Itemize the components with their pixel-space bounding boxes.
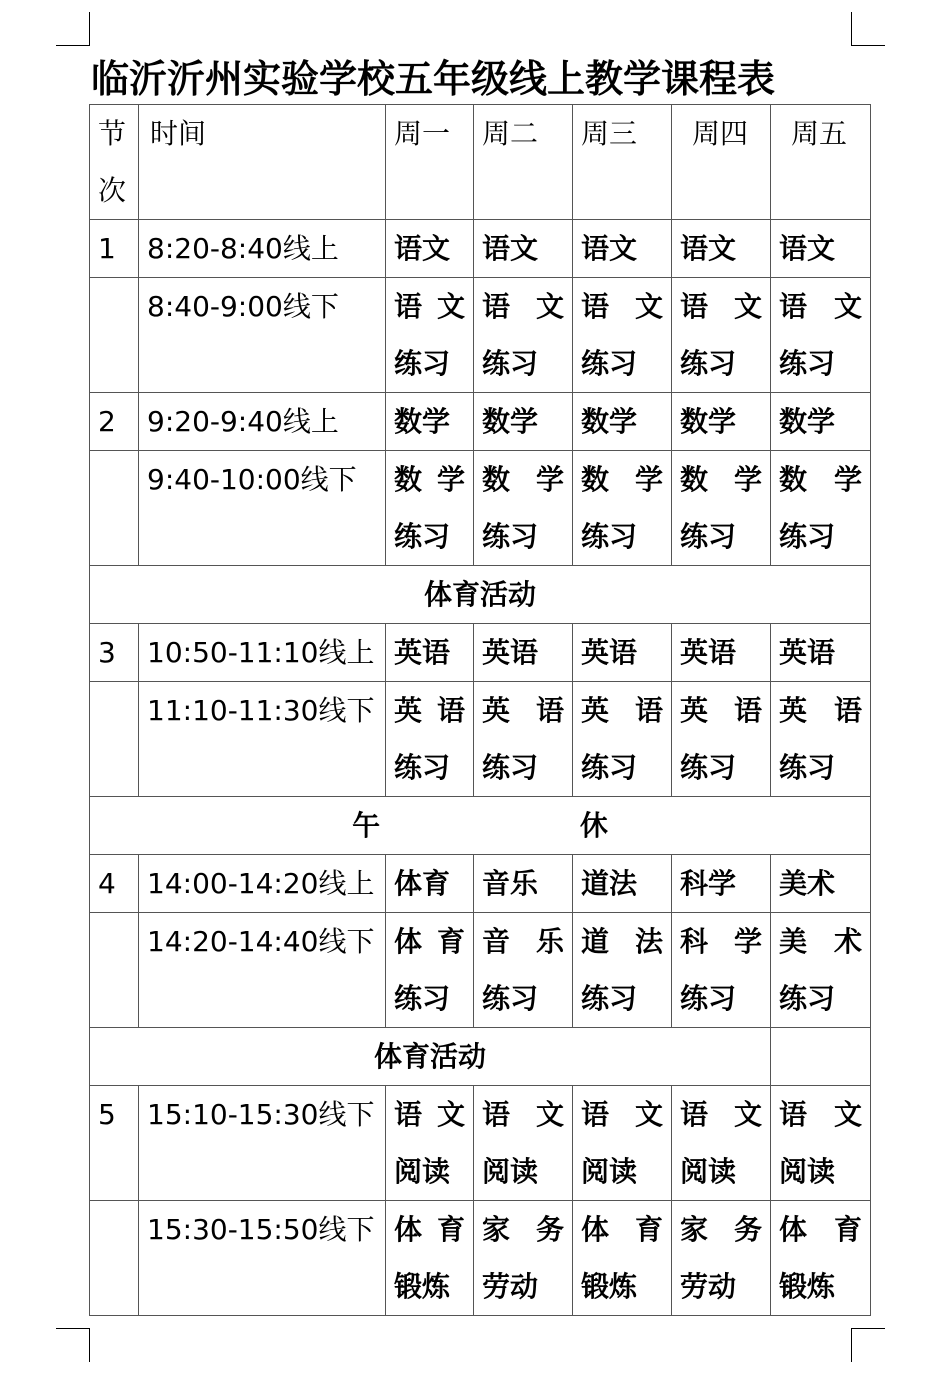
subject-activity: 练习 bbox=[482, 982, 539, 1015]
band-row bbox=[90, 797, 871, 855]
subject-cell-thu: 英语 bbox=[672, 624, 771, 682]
subject-cell-fri: 语文 bbox=[771, 220, 871, 278]
subject-cell-fri bbox=[771, 1086, 871, 1201]
subject-cell-tue bbox=[474, 278, 573, 393]
subject-cell-tue: 音乐 bbox=[474, 855, 573, 913]
time-slot: 15:10-15:30线下 bbox=[139, 1086, 386, 1201]
subject-cell-wed: 数学 bbox=[573, 393, 672, 451]
subject-cell-tue bbox=[474, 1086, 573, 1201]
band-label: 体育活动 bbox=[90, 566, 871, 624]
period-number: 4 bbox=[90, 855, 139, 913]
time-slot: 14:00-14:20线上 bbox=[139, 855, 386, 913]
subject-cell-mon: 语文 bbox=[386, 220, 474, 278]
time-slot: 8:40-9:00线下 bbox=[139, 278, 386, 393]
subject-name: 语 文 bbox=[581, 1098, 663, 1131]
subject-activity: 练习 bbox=[394, 751, 451, 784]
subject-name: 语 文 bbox=[394, 1098, 465, 1131]
subject-activity: 阅读 bbox=[482, 1155, 539, 1188]
subject-activity: 练习 bbox=[779, 751, 836, 784]
band-label: 午 休 bbox=[90, 797, 871, 855]
subject-activity: 锻炼 bbox=[581, 1270, 638, 1303]
table-row bbox=[90, 682, 871, 797]
empty-cell bbox=[771, 1028, 871, 1086]
schedule-table bbox=[89, 104, 871, 1316]
time-slot: 15:30-15:50线下 bbox=[139, 1201, 386, 1316]
subject-cell-thu: 数学 bbox=[672, 393, 771, 451]
day-header-fri: 周五 bbox=[771, 105, 871, 220]
subject-cell-wed bbox=[573, 1086, 672, 1201]
subject-cell-fri bbox=[771, 1201, 871, 1316]
subject-name: 语 文 bbox=[482, 290, 564, 323]
subject-cell-wed: 道法 bbox=[573, 855, 672, 913]
subject-cell-tue: 数学 bbox=[474, 393, 573, 451]
crop-mark-top-right-h bbox=[851, 45, 885, 46]
subject-cell-wed bbox=[573, 913, 672, 1028]
subject-activity: 锻炼 bbox=[394, 1270, 451, 1303]
period-number bbox=[90, 913, 139, 1028]
crop-mark-bottom-left-h bbox=[56, 1328, 90, 1329]
subject-name: 数 学 bbox=[394, 463, 465, 496]
subject-name: 体 育 bbox=[581, 1213, 663, 1246]
subject-name: 体 育 bbox=[394, 1213, 465, 1246]
subject-cell-mon bbox=[386, 278, 474, 393]
subject-cell-tue bbox=[474, 1201, 573, 1316]
time-slot: 14:20-14:40线下 bbox=[139, 913, 386, 1028]
subject-cell-thu bbox=[672, 913, 771, 1028]
subject-name: 英 语 bbox=[779, 694, 862, 727]
period-number: 2 bbox=[90, 393, 139, 451]
subject-name: 语 文 bbox=[680, 290, 762, 323]
subject-cell-mon bbox=[386, 1086, 474, 1201]
table-row bbox=[90, 913, 871, 1028]
header-row bbox=[90, 105, 871, 220]
subject-activity: 锻炼 bbox=[779, 1270, 836, 1303]
time-slot: 10:50-11:10线上 bbox=[139, 624, 386, 682]
subject-cell-tue: 英语 bbox=[474, 624, 573, 682]
subject-name: 数 学 bbox=[680, 463, 762, 496]
subject-cell-wed: 英语 bbox=[573, 624, 672, 682]
subject-cell-mon: 数学 bbox=[386, 393, 474, 451]
subject-cell-fri: 英语 bbox=[771, 624, 871, 682]
subject-activity: 练习 bbox=[482, 347, 539, 380]
table-row bbox=[90, 1201, 871, 1316]
subject-cell-fri: 数学 bbox=[771, 393, 871, 451]
subject-activity: 练习 bbox=[779, 982, 836, 1015]
subject-activity: 阅读 bbox=[581, 1155, 638, 1188]
period-number bbox=[90, 1201, 139, 1316]
table-row bbox=[90, 393, 871, 451]
period-number: 5 bbox=[90, 1086, 139, 1201]
subject-cell-wed: 语文 bbox=[573, 220, 672, 278]
period-number: 1 bbox=[90, 220, 139, 278]
period-number bbox=[90, 682, 139, 797]
subject-activity: 练习 bbox=[581, 982, 638, 1015]
table-row bbox=[90, 1086, 871, 1201]
time-slot: 8:20-8:40线上 bbox=[139, 220, 386, 278]
subject-activity: 练习 bbox=[680, 751, 737, 784]
subject-name: 美 术 bbox=[779, 925, 862, 958]
subject-name: 语 文 bbox=[779, 1098, 862, 1131]
subject-activity: 练习 bbox=[482, 520, 539, 553]
period-number: 3 bbox=[90, 624, 139, 682]
subject-cell-thu bbox=[672, 278, 771, 393]
page-title: 临沂沂州实验学校五年级线上教学课程表 bbox=[91, 57, 776, 101]
subject-cell-thu bbox=[672, 1201, 771, 1316]
subject-cell-mon: 英语 bbox=[386, 624, 474, 682]
subject-cell-wed bbox=[573, 1201, 672, 1316]
subject-activity: 练习 bbox=[779, 520, 836, 553]
subject-activity: 练习 bbox=[394, 982, 451, 1015]
period-header-line2: 次 bbox=[98, 174, 127, 207]
band-label: 体育活动 bbox=[90, 1028, 771, 1086]
subject-name: 数 学 bbox=[779, 463, 862, 496]
subject-cell-fri bbox=[771, 451, 871, 566]
subject-name: 道 法 bbox=[581, 925, 663, 958]
subject-name: 家 务 bbox=[482, 1213, 564, 1246]
subject-name: 数 学 bbox=[581, 463, 663, 496]
time-slot: 9:20-9:40线上 bbox=[139, 393, 386, 451]
subject-cell-fri bbox=[771, 278, 871, 393]
subject-activity: 练习 bbox=[779, 347, 836, 380]
subject-cell-mon: 体育 bbox=[386, 855, 474, 913]
subject-cell-mon bbox=[386, 682, 474, 797]
subject-name: 英 语 bbox=[482, 694, 564, 727]
subject-activity: 练习 bbox=[680, 982, 737, 1015]
subject-name: 语 文 bbox=[482, 1098, 564, 1131]
subject-activity: 练习 bbox=[680, 347, 737, 380]
subject-cell-mon bbox=[386, 451, 474, 566]
subject-activity: 练习 bbox=[680, 520, 737, 553]
subject-name: 语 文 bbox=[779, 290, 862, 323]
crop-mark-top-left-v bbox=[89, 12, 90, 46]
subject-cell-fri bbox=[771, 682, 871, 797]
subject-name: 语 文 bbox=[581, 290, 663, 323]
time-slot: 9:40-10:00线下 bbox=[139, 451, 386, 566]
period-number bbox=[90, 451, 139, 566]
subject-activity: 练习 bbox=[394, 347, 451, 380]
period-number bbox=[90, 278, 139, 393]
subject-cell-thu bbox=[672, 1086, 771, 1201]
period-header bbox=[90, 105, 139, 220]
subject-activity: 阅读 bbox=[394, 1155, 451, 1188]
subject-name: 体 育 bbox=[394, 925, 465, 958]
crop-mark-bottom-left-v bbox=[89, 1328, 90, 1362]
subject-name: 英 语 bbox=[394, 694, 465, 727]
subject-cell-tue bbox=[474, 913, 573, 1028]
crop-mark-bottom-right-v bbox=[851, 1328, 852, 1362]
table-row bbox=[90, 624, 871, 682]
subject-cell-tue: 语文 bbox=[474, 220, 573, 278]
subject-cell-thu bbox=[672, 451, 771, 566]
subject-cell-thu: 科学 bbox=[672, 855, 771, 913]
table-row bbox=[90, 278, 871, 393]
subject-activity: 阅读 bbox=[779, 1155, 836, 1188]
band-row bbox=[90, 566, 871, 624]
subject-cell-wed bbox=[573, 682, 672, 797]
subject-cell-thu: 语文 bbox=[672, 220, 771, 278]
subject-name: 体 育 bbox=[779, 1213, 862, 1246]
subject-cell-tue bbox=[474, 682, 573, 797]
time-slot: 11:10-11:30线下 bbox=[139, 682, 386, 797]
subject-cell-mon bbox=[386, 1201, 474, 1316]
subject-activity: 练习 bbox=[394, 520, 451, 553]
crop-mark-top-left-h bbox=[56, 45, 90, 46]
subject-cell-fri bbox=[771, 913, 871, 1028]
band-row bbox=[90, 1028, 871, 1086]
subject-activity: 练习 bbox=[581, 751, 638, 784]
subject-activity: 练习 bbox=[581, 520, 638, 553]
subject-name: 家 务 bbox=[680, 1213, 762, 1246]
subject-activity: 练习 bbox=[482, 751, 539, 784]
subject-activity: 劳动 bbox=[482, 1270, 539, 1303]
period-header-line1: 节 bbox=[98, 117, 127, 150]
subject-name: 科 学 bbox=[680, 925, 762, 958]
subject-cell-thu bbox=[672, 682, 771, 797]
subject-name: 英 语 bbox=[581, 694, 663, 727]
table-row bbox=[90, 451, 871, 566]
crop-mark-top-right-v bbox=[851, 12, 852, 46]
time-header: 时间 bbox=[139, 105, 386, 220]
subject-cell-mon bbox=[386, 913, 474, 1028]
subject-cell-tue bbox=[474, 451, 573, 566]
subject-activity: 练习 bbox=[581, 347, 638, 380]
day-header-mon: 周一 bbox=[386, 105, 474, 220]
subject-name: 英 语 bbox=[680, 694, 762, 727]
subject-name: 语 文 bbox=[394, 290, 465, 323]
subject-cell-fri: 美术 bbox=[771, 855, 871, 913]
subject-name: 语 文 bbox=[680, 1098, 762, 1131]
day-header-wed: 周三 bbox=[573, 105, 672, 220]
table-row bbox=[90, 855, 871, 913]
subject-cell-wed bbox=[573, 451, 672, 566]
subject-name: 音 乐 bbox=[482, 925, 564, 958]
subject-cell-wed bbox=[573, 278, 672, 393]
subject-name: 数 学 bbox=[482, 463, 564, 496]
day-header-tue: 周二 bbox=[474, 105, 573, 220]
crop-mark-bottom-right-h bbox=[851, 1328, 885, 1329]
subject-activity: 阅读 bbox=[680, 1155, 737, 1188]
day-header-thu: 周四 bbox=[672, 105, 771, 220]
table-row bbox=[90, 220, 871, 278]
subject-activity: 劳动 bbox=[680, 1270, 737, 1303]
